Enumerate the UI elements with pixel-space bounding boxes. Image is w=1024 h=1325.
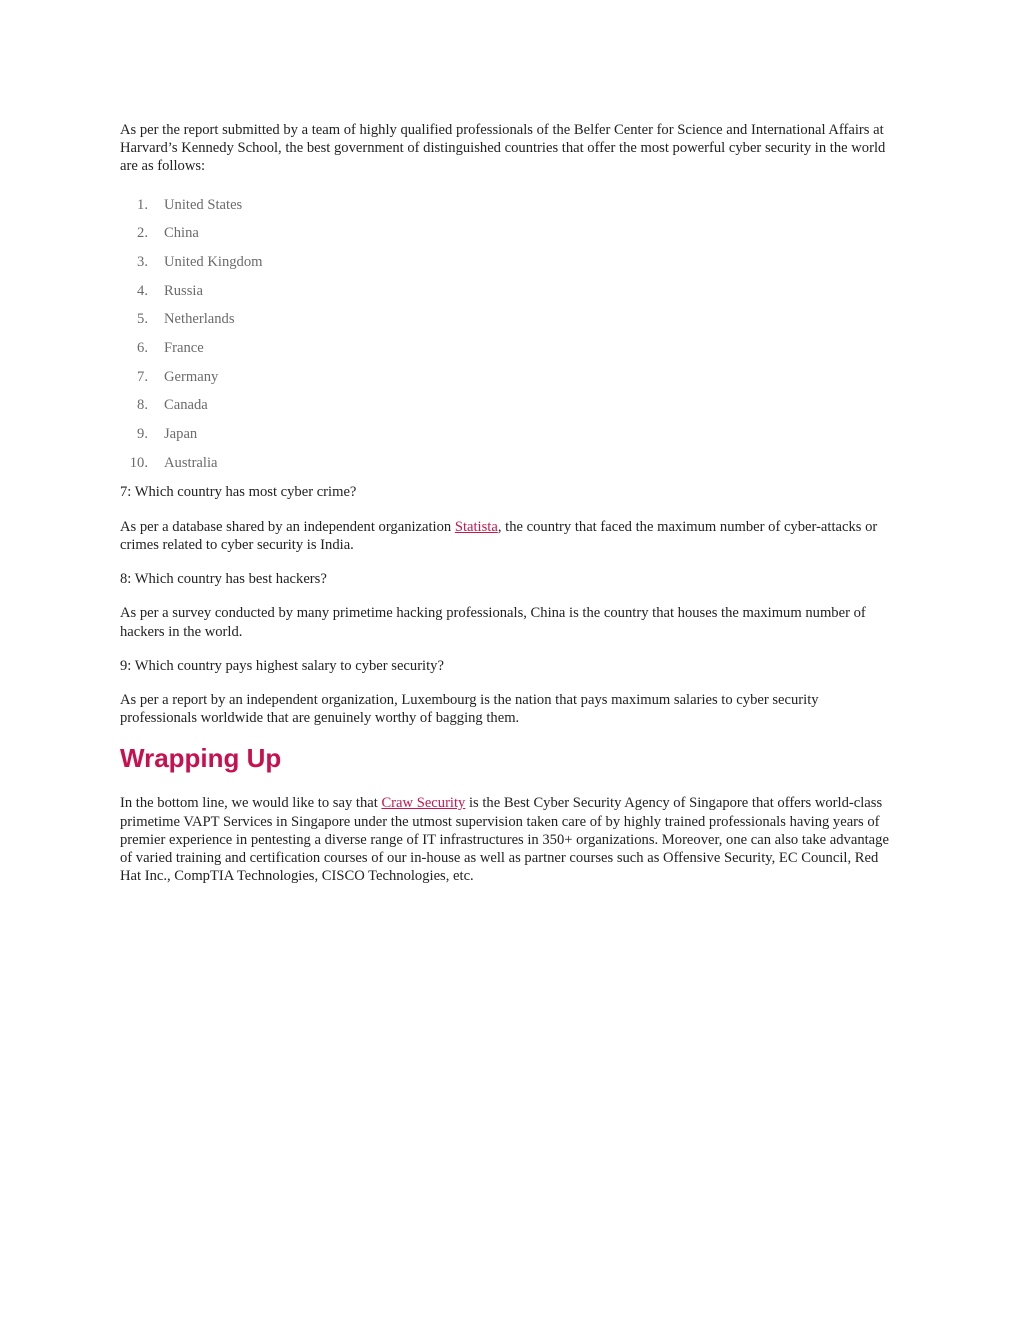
craw-security-link[interactable]: Craw Security [381,795,466,812]
list-item-label: United Kingdom [164,253,263,270]
list-item-number: 1. [137,196,148,213]
list-item [120,253,895,282]
answer-8: As per a survey conducted by many primetime hacking professionals, China is the country that houses the maximum number of hackers in the world. [120,605,866,640]
list-item-label: China [164,225,199,242]
wrapping-up-heading: Wrapping Up [120,743,282,774]
wrapping-text-before: In the bottom line, we would like to say that [120,795,382,812]
list-item-number: 9. [137,426,148,443]
answer-7-text-before: As per a database shared by an independent organization [120,518,455,535]
question-8: 8: Which country has best hackers? [120,571,327,588]
countries-list [120,196,895,483]
list-item-label: Netherlands [164,311,235,328]
list-item-number: 8. [137,397,148,414]
list-item [120,196,895,225]
list-item [120,224,895,253]
list-item-number: 7. [137,368,148,385]
wrapping-up-paragraph [120,794,895,885]
list-item [120,396,895,425]
list-item-label: Germany [164,368,219,385]
list-item-number: 5. [137,311,148,328]
list-item [120,368,895,397]
list-item [120,339,895,368]
list-item [120,454,895,483]
list-item-label: France [164,340,204,357]
list-item-label: Russia [164,282,203,299]
list-item [120,425,895,454]
document-page [120,121,895,901]
statista-link[interactable]: Statista [454,518,498,535]
list-item [120,282,895,311]
answer-7-text-after: , the country that faced the maximum number of cyber-attacks or crimes related to cyber security is India. [120,518,878,553]
list-item-number: 3. [137,253,148,270]
answer-9: As per a report by an independent organization, Luxembourg is the nation that pays maximum salaries to cyber security professionals worldwide that are genuinely worthy of bagging them. [120,691,819,727]
list-item-label: Canada [164,397,208,414]
list-item-label: Australia [164,454,218,471]
intro-paragraph: As per the report submitted by a team of highly qualified professionals of the Belfer Center for Science and International Affairs at Harvard’s Kennedy School, the best government of distinguished countries that offer the most powerful cyber security in the world are as follows: [120,122,886,175]
wrapping-text-after: is the Best Cyber Security Agency of Singapore that offers world-class primetime VAPT Services in Singapore under the utmost supervision taken care of by highly trained professionals having years of premier experience in pentesting a diverse range of IT infrastructures in 350+ organizations. Moreover, one can also take advantage of varied training and certification courses of our in-house as well as partner courses such as Offensive Security, EC Council, Red Hat Inc., CompTIA Technologies, CISCO Technologies, etc. [120,795,889,885]
list-item-number: 10. [129,454,148,471]
list-item-number: 4. [137,282,148,299]
question-7: 7: Which country has most cyber crime? [120,484,357,501]
question-9: 9: Which country pays highest salary to cyber security? [120,657,444,674]
list-item [120,310,895,339]
list-item-number: 2. [137,225,148,242]
list-item-label: Japan [164,426,198,443]
list-item-label: United States [164,196,243,213]
answer-7 [120,518,895,554]
list-item-number: 6. [137,340,148,357]
